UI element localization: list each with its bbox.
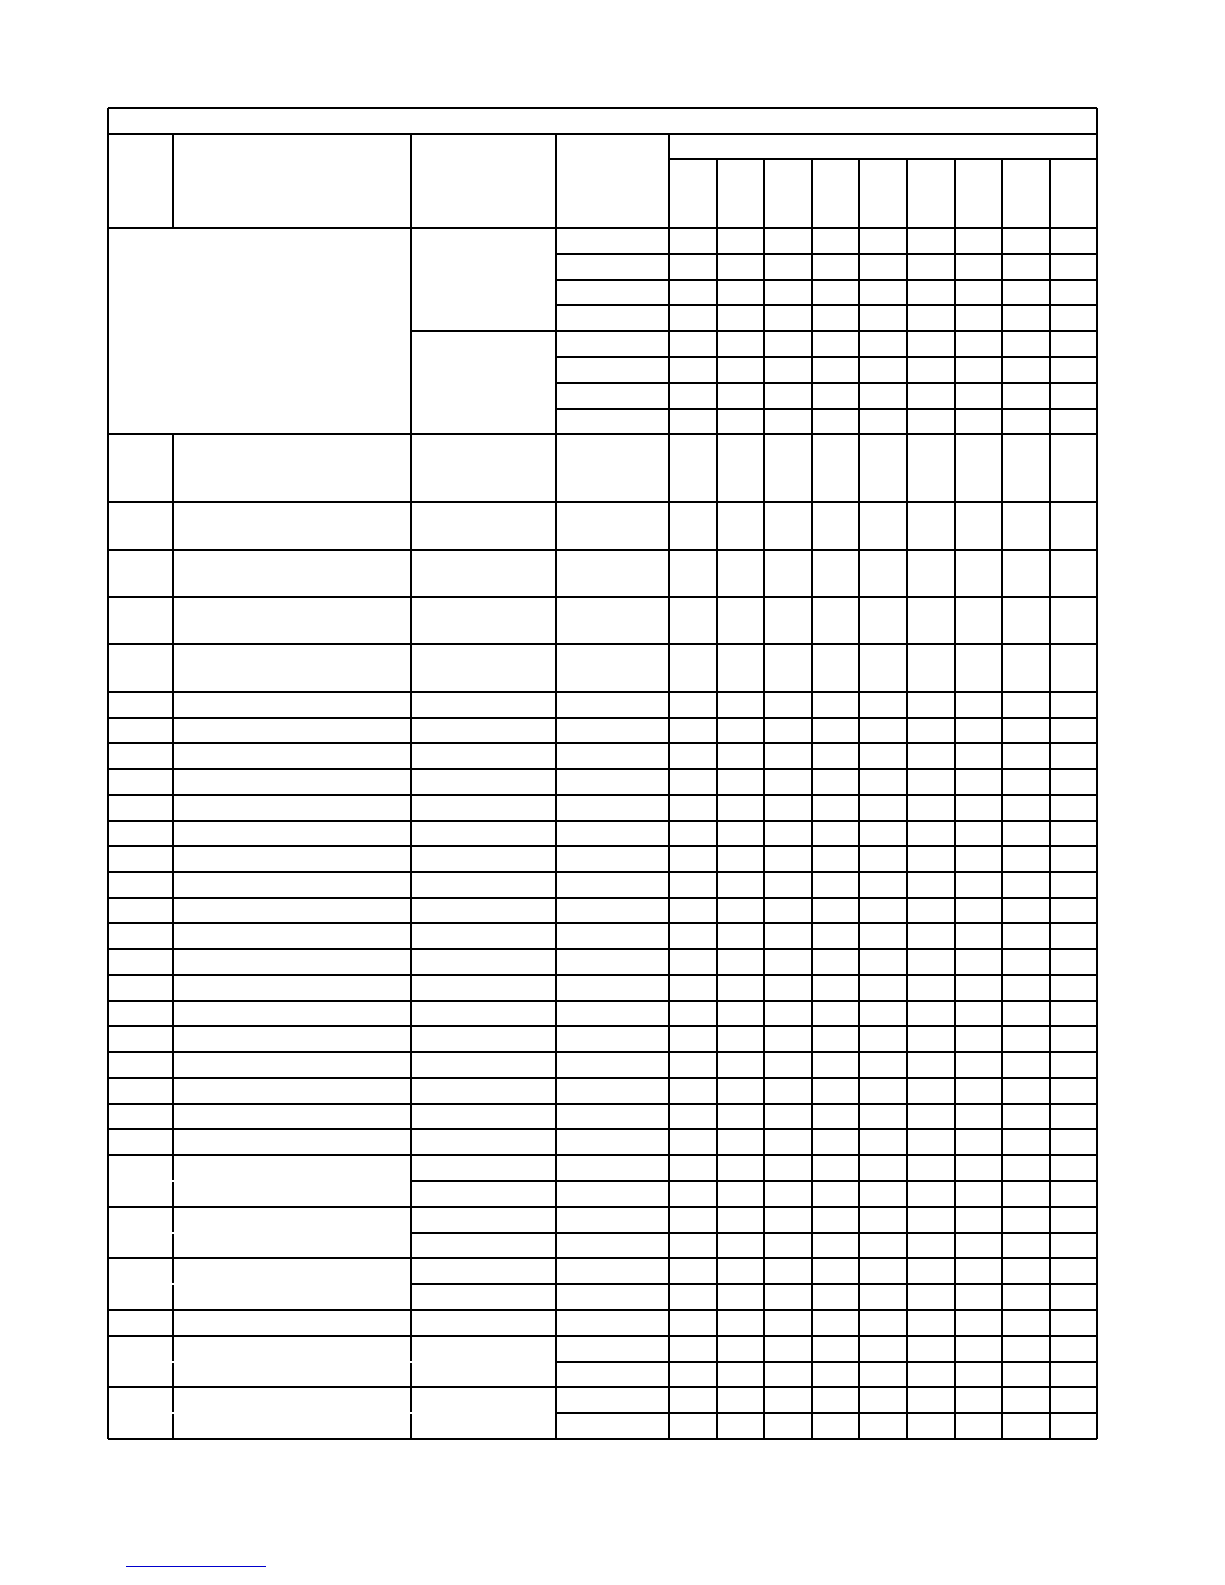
footer-link[interactable] <box>126 1566 266 1567</box>
